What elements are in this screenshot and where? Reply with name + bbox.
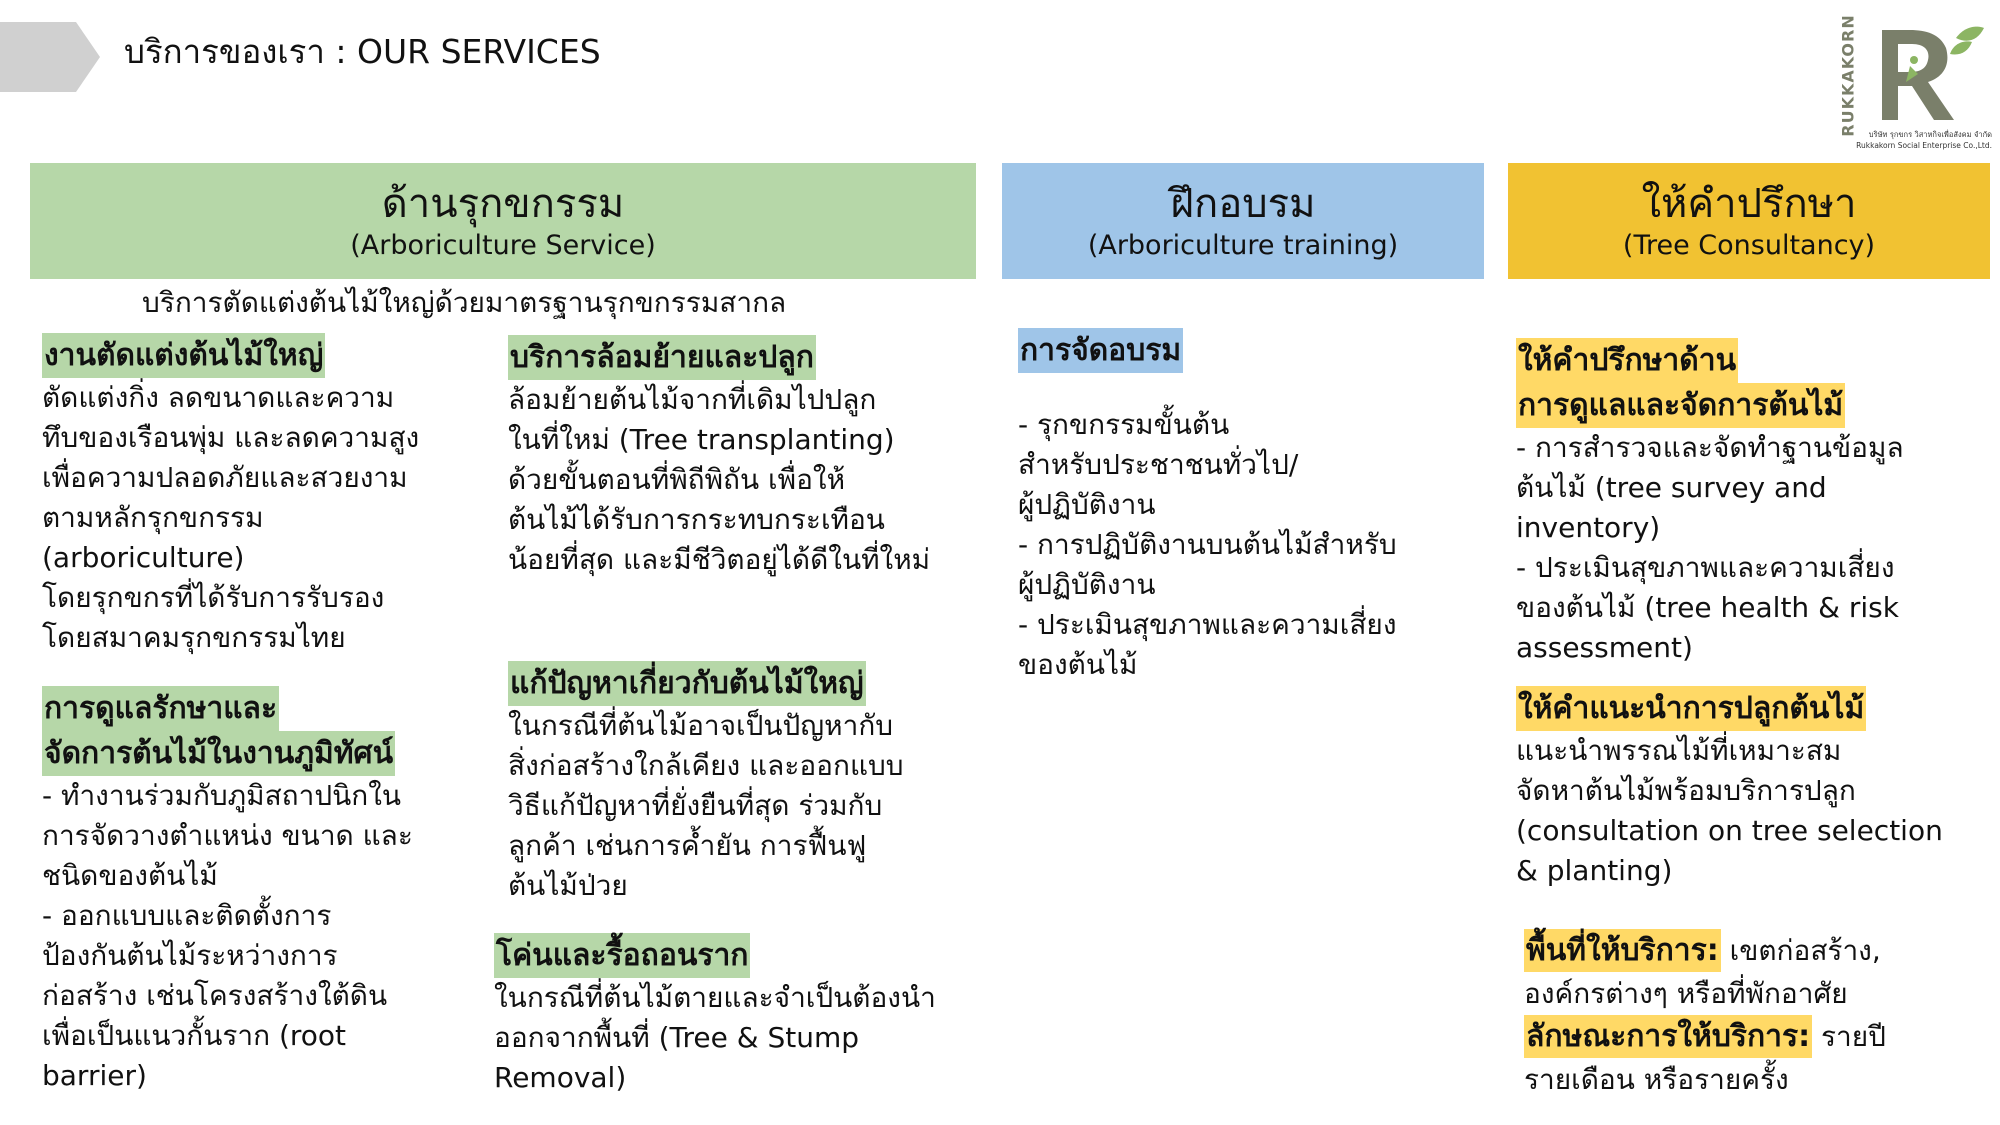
title-chevron	[0, 22, 100, 92]
block-heading: แก้ปัญหาเกี่ยวกับต้นไม้ใหญ่	[508, 661, 866, 706]
block-training	[1018, 328, 1488, 685]
service-area-line2: องค์กรต่างๆ หรือที่พักอาศัย	[1524, 977, 1848, 1010]
service-details	[1524, 929, 1994, 1101]
block-tree-management-consulting	[1516, 338, 1996, 668]
block-body: แนะนำพรรณไม้ที่เหมาะสม จัดหาต้นไม้พร้อมบริการปลูก (consultation on tree selection & planting)	[1516, 734, 1943, 887]
block-heading-line2: จัดการต้นไม้ในงานภูมิทัศน์	[42, 731, 395, 776]
header-training-subtitle: (Arboriculture training)	[1087, 230, 1399, 261]
block-heading: งานตัดแต่งต้นไม้ใหญ่	[42, 333, 325, 378]
service-area-label: พื้นที่ให้บริการ:	[1524, 929, 1721, 972]
header-consultancy-subtitle: (Tree Consultancy)	[1622, 230, 1876, 261]
service-type-text: รายปี	[1812, 1020, 1886, 1053]
block-body: ในกรณีที่ต้นไม้อาจเป็นปัญหากับ สิ่งก่อสร้างใกล้เคียง และออกแบบ วิธีแก้ปัญหาที่ยั่งยืนที่สุด ร่วมกับ ลูกค้า เช่นการค้ำยัน การฟื้นฟู ต้นไม้ป่วย	[508, 709, 904, 902]
arboriculture-subtitle: บริการตัดแต่งต้นไม้ใหญ่ด้วยมาตรฐานรุกขกรรมสากล	[142, 286, 787, 319]
block-heading-line1: การดูแลรักษาและ	[42, 686, 279, 731]
block-body: - การสำรวจและจัดทำฐานข้อมูล ต้นไม้ (tree survey and inventory) - ประเมินสุขภาพและความเสี่ยง ของต้นไม้ (tree health & risk assessment)	[1516, 431, 1904, 664]
block-body: - รุกขกรรมขั้นต้น สำหรับประชาชนทั่วไป/ ผู้ปฏิบัติงาน - การปฏิบัติงานบนต้นไม้สำหรับ ผู้ปฏิบัติงาน - ประเมินสุขภาพและความเสี่ยง ของต้นไม้	[1018, 408, 1397, 681]
block-body: - ทำงานร่วมกับภูมิสถาปนิกใน การจัดวางตำแหน่ง ขนาด และ ชนิดของต้นไม้ - ออกแบบและติดตั้งการ ป้องกันต้นไม้ระหว่างการ ก่อสร้าง เช่นโครงสร้างใต้ดิน เพื่อเป็นแนวกั้นราก (root barrier)	[42, 779, 413, 1092]
logo-caption-th: บริษัท รุกขกร วิสาหกิจเพื่อสังคม จำกัด	[1868, 130, 1992, 139]
header-arboriculture-title: ด้านรุกขกรรม	[381, 181, 625, 227]
logo-caption-en: Rukkakorn Social Enterprise Co.,Ltd.	[1856, 141, 1992, 150]
block-heading-line1: ให้คำปรึกษาด้าน	[1516, 338, 1738, 383]
header-consultancy-title: ให้คำปรึกษา	[1641, 181, 1857, 227]
service-area-line1	[1524, 929, 1994, 972]
service-type-label: ลักษณะการให้บริการ:	[1524, 1015, 1812, 1058]
service-type-line2: รายเดือน หรือรายครั้ง	[1524, 1063, 1789, 1096]
page-title: บริการของเรา : OUR SERVICES	[124, 32, 601, 71]
header-arboriculture-subtitle: (Arboriculture Service)	[350, 230, 656, 261]
block-heading: โค่นและรื้อถอนราก	[494, 933, 750, 978]
logo-brand-text: RUKKAKORN	[1838, 14, 1858, 137]
block-planting-advice	[1516, 686, 1996, 891]
block-heading: บริการล้อมย้ายและปลูก	[508, 335, 816, 380]
service-area-text: เขตก่อสร้าง,	[1720, 934, 1881, 967]
block-body: ล้อมย้ายต้นไม้จากที่เดิมไปปลูก ในที่ใหม่ (Tree transplanting) ด้วยขั้นตอนที่พิถีพิถัน เพื่อให้ ต้นไม้ได้รับการกระทบกระเทือน น้อยที่สุด และมีชีวิตอยู่ได้ดีในที่ใหม่	[508, 383, 931, 576]
block-landscape-tree-care	[42, 686, 512, 1096]
block-tree-transplanting	[508, 335, 978, 580]
block-heading-line2: การดูแลและจัดการต้นไม้	[1516, 383, 1845, 428]
block-tree-pruning	[42, 333, 512, 658]
block-tree-removal	[494, 933, 984, 1098]
header-training	[1002, 163, 1484, 279]
header-consultancy	[1508, 163, 1990, 279]
block-body: ตัดแต่งกิ่ง ลดขนาดและความ ทึบของเรือนพุ่ม และลดความสูง เพื่อความปลอดภัยและสวยงาม ตามหลักรุกขกรรม (arboriculture) โดยรุกขกรที่ได้รับการรับรอง โดยสมาคมรุกขกรรมไทย	[42, 381, 420, 654]
service-type-line1	[1524, 1015, 1994, 1058]
block-heading: ให้คำแนะนำการปลูกต้นไม้	[1516, 686, 1866, 731]
company-logo	[1822, 14, 1992, 155]
header-training-title: ฝึกอบรม	[1170, 181, 1316, 227]
block-body: ในกรณีที่ต้นไม้ตายและจำเป็นต้องนำ ออกจากพื้นที่ (Tree & Stump Removal)	[494, 981, 936, 1094]
header-arboriculture	[30, 163, 976, 279]
block-heading: การจัดอบรม	[1018, 328, 1183, 373]
block-tree-problem-solving	[508, 661, 978, 906]
